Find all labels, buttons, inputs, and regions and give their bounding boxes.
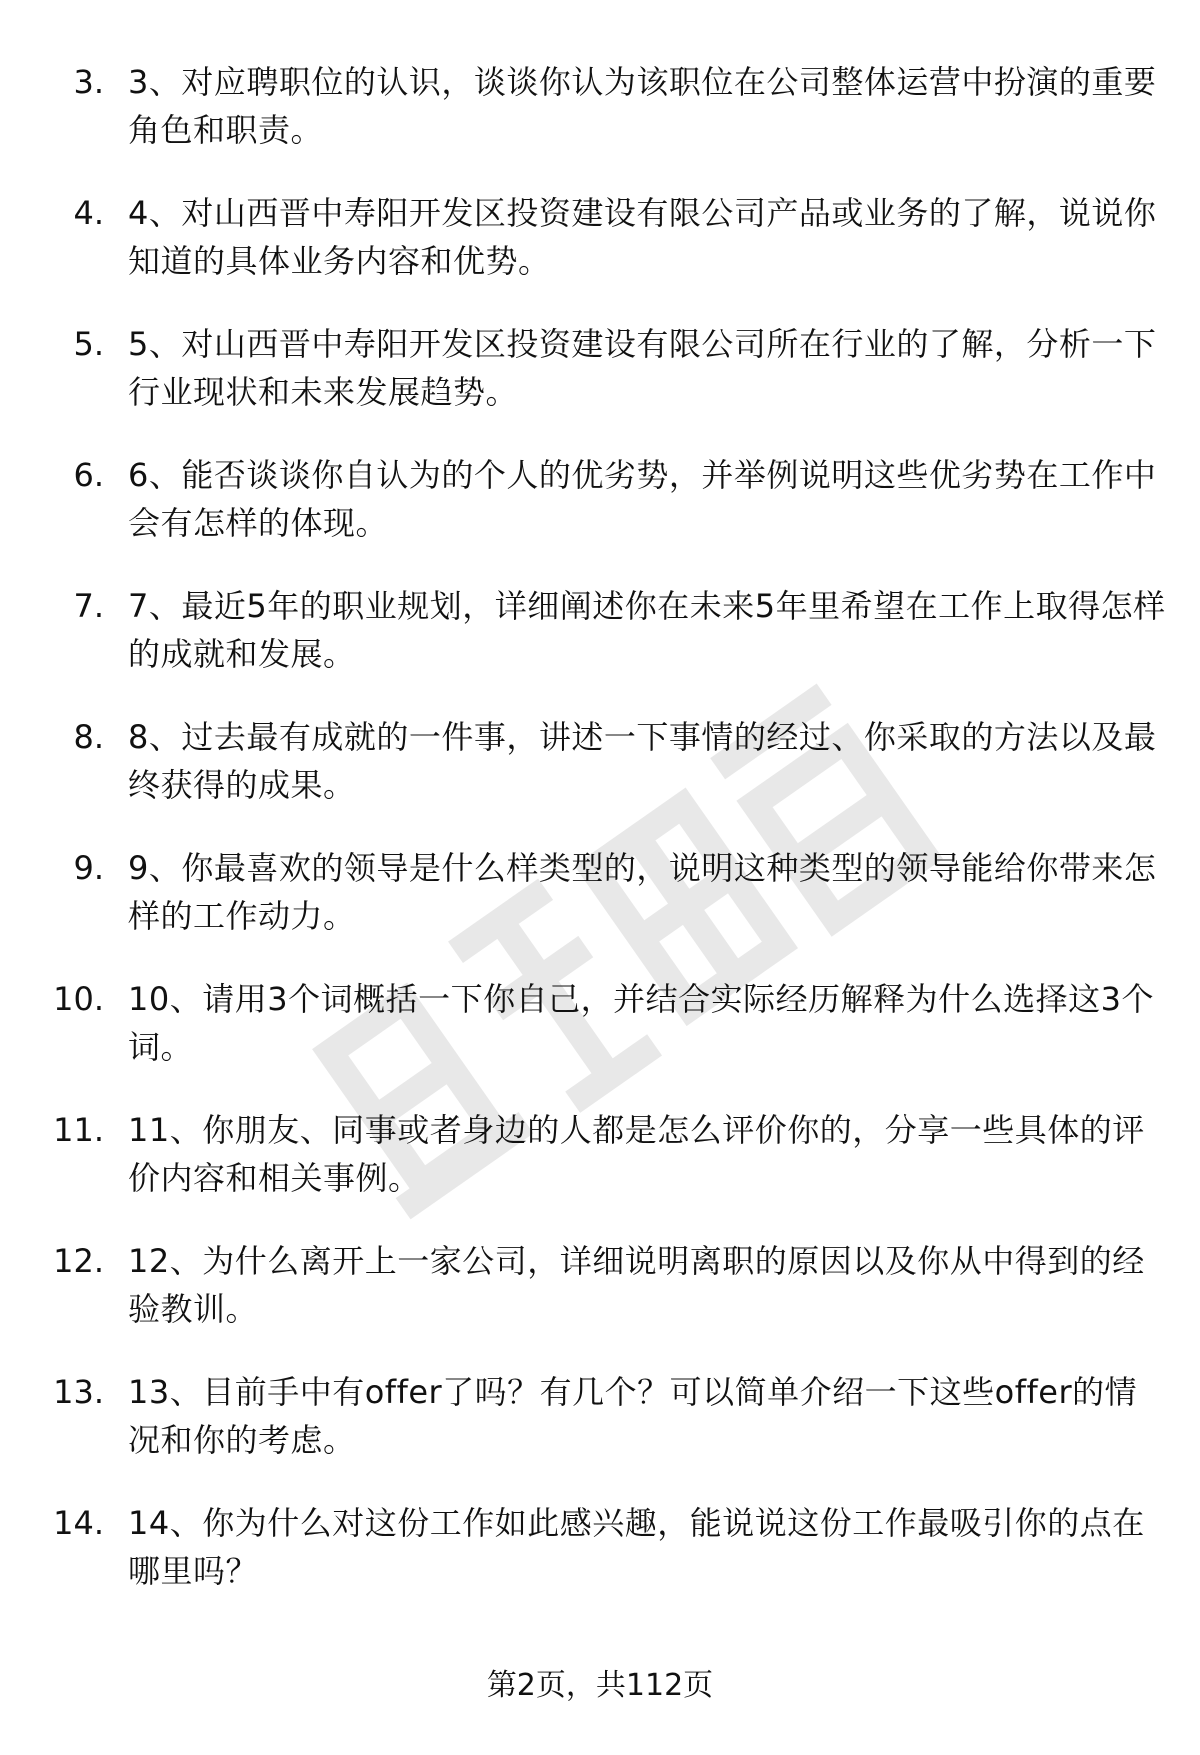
list-item-text: 5、对山西晋中寿阳开发区投资建设有限公司所在行业的了解，分析一下行业现状和未来发展趋势。 bbox=[128, 325, 1157, 411]
list-item bbox=[0, 582, 1200, 713]
list-item-number: 13. bbox=[53, 1373, 104, 1411]
question-list bbox=[0, 58, 1200, 1630]
list-item-text: 6、能否谈谈你自认为的个人的优劣势，并举例说明这些优劣势在工作中会有怎样的体现。 bbox=[128, 456, 1157, 542]
list-item-text: 3、对应聘职位的认识，谈谈你认为该职位在公司整体运营中扮演的重要角色和职责。 bbox=[128, 63, 1157, 149]
list-item-number: 6. bbox=[73, 456, 104, 494]
list-item bbox=[0, 1237, 1200, 1368]
list-item bbox=[0, 320, 1200, 451]
list-item-number: 4. bbox=[73, 194, 104, 232]
list-item bbox=[0, 1368, 1200, 1499]
list-item bbox=[0, 713, 1200, 844]
list-item-text: 7、最近5年的职业规划，详细阐述你在未来5年里希望在工作上取得怎样的成就和发展。 bbox=[128, 587, 1166, 673]
list-item-text: 10、请用3个词概括一下你自己，并结合实际经历解释为什么选择这3个词。 bbox=[128, 980, 1154, 1066]
list-item bbox=[0, 189, 1200, 320]
list-item bbox=[0, 844, 1200, 975]
list-item-text: 4、对山西晋中寿阳开发区投资建设有限公司产品或业务的了解，说说你知道的具体业务内容和优势。 bbox=[128, 194, 1157, 280]
list-item-number: 12. bbox=[53, 1242, 104, 1280]
list-item bbox=[0, 58, 1200, 189]
list-item-number: 10. bbox=[53, 980, 104, 1018]
list-item-number: 7. bbox=[73, 587, 104, 625]
page-number: 第2页，共112页 bbox=[486, 1668, 714, 1703]
list-item-number: 8. bbox=[73, 718, 104, 756]
list-item-text: 9、你最喜欢的领导是什么样类型的，说明这种类型的领导能给你带来怎样的工作动力。 bbox=[128, 849, 1157, 935]
list-item bbox=[0, 1499, 1200, 1630]
list-item-text: 8、过去最有成就的一件事，讲述一下事情的经过、你采取的方法以及最终获得的成果。 bbox=[128, 718, 1157, 804]
list-item-number: 11. bbox=[53, 1111, 104, 1149]
list-item bbox=[0, 1106, 1200, 1237]
list-item-text: 12、为什么离开上一家公司，详细说明离职的原因以及你从中得到的经验教训。 bbox=[128, 1242, 1145, 1328]
list-item bbox=[0, 975, 1200, 1106]
list-item-text: 11、你朋友、同事或者身边的人都是怎么评价你的，分享一些具体的评价内容和相关事例。 bbox=[128, 1111, 1145, 1197]
list-item-number: 5. bbox=[73, 325, 104, 363]
list-item-text: 14、你为什么对这份工作如此感兴趣，能说说这份工作最吸引你的点在哪里吗？ bbox=[128, 1504, 1145, 1590]
list-item-number: 3. bbox=[73, 63, 104, 101]
list-item bbox=[0, 451, 1200, 582]
list-item-number: 9. bbox=[73, 849, 104, 887]
list-item-number: 14. bbox=[53, 1504, 104, 1542]
list-item-text: 13、目前手中有offer了吗？有几个？可以简单介绍一下这些offer的情况和你的考虑。 bbox=[128, 1373, 1138, 1459]
